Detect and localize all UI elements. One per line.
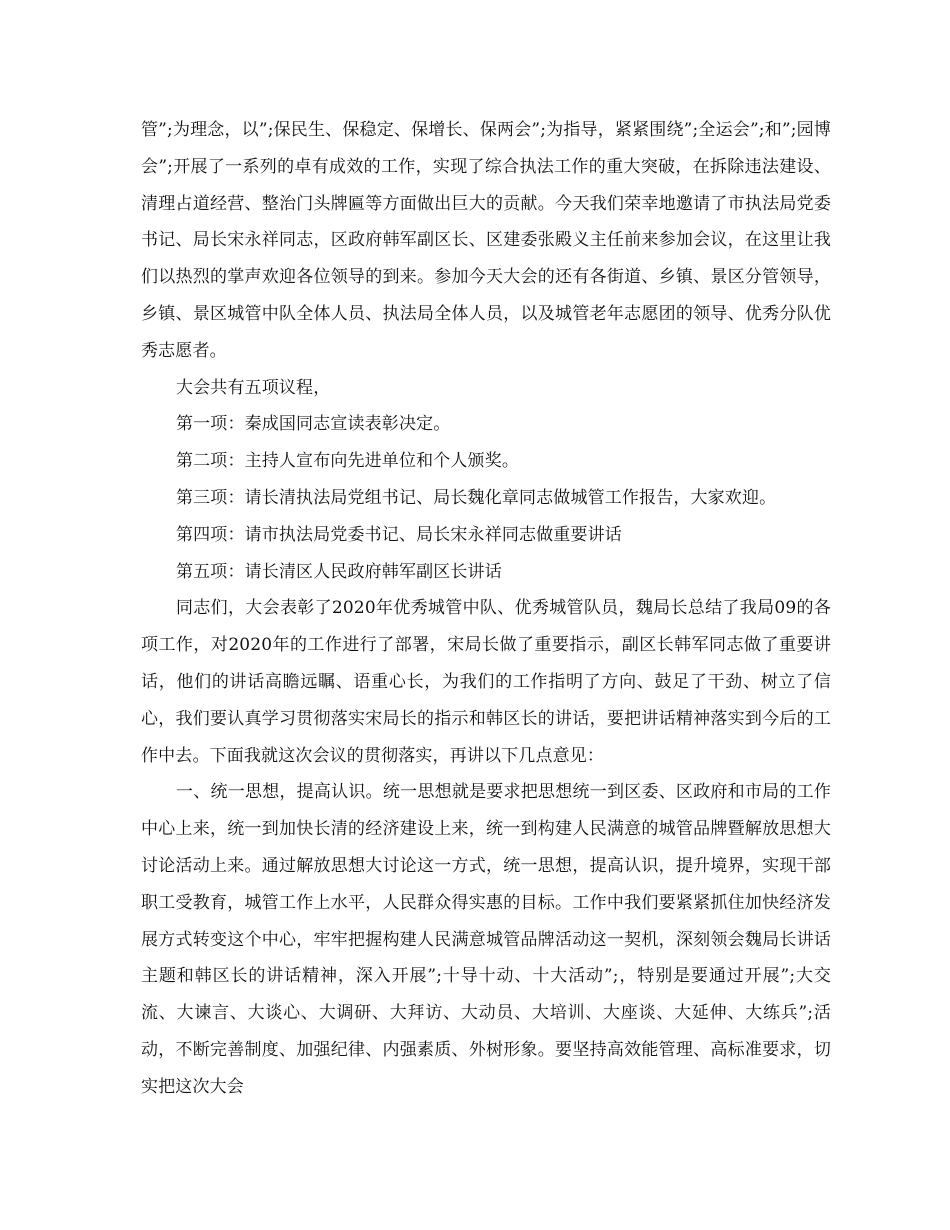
paragraph-point-1: 一、统一思想，提高认识。统一思想就是要求把思想统一到区委、区政府和市局的工作中心上来，统一到加快长清的经济建设上来，统一到构建人民满意的城管品牌暨解放思想大讨论活动上来。通过解放思想大讨论这一方式，统一思想，提高认识，提升境界，实现干部职工受教育，城管工作上水平，人民群众得实惠的目标。工作中我们要紧紧抓住加快经济发展方式转变这个中心，牢牢把握构建人民满意城管品牌活动这一契机，深刻领会魏局长讲话主题和韩区长的讲话精神，深入开展”;十导十动、十大活动”;，特别是要通过开展”;大交流、大谏言、大谈心、大调研、大拜访、大动员、大培训、大座谈、大延伸、大练兵”;活动，不断完善制度、加强纪律、内强素质、外树形象。要坚持高效能管理、高标准要求，切实把这次大会 [141,782,831,1097]
paragraph-agenda-item-5: 第五项：请长清区人民政府韩军副区长讲话 [176,561,502,582]
paragraph-agenda-item-3: 第三项：请长清执法局党组书记、局长魏化章同志做城管工作报告，大家欢迎。 [176,487,777,508]
paragraph-agenda-item-4: 第四项：请市执法局党委书记、局长宋永祥同志做重要讲话 [176,524,622,545]
paragraph-agenda-intro: 大会共有五项议程， [176,377,331,398]
paragraph-summary: 同志们，大会表彰了2020年优秀城管中队、优秀城管队员，魏局长总结了我局09的各项工作，对2020年的工作进行了部署，宋局长做了重要指示，副区长韩军同志做了重要讲话，他们的讲话高瞻远瞩、语重心长，为我们的工作指明了方向、鼓足了干劲、树立了信心，我们要认真学习贯彻落实宋局长的指示和韩区长的讲话，要把讲话精神落实到今后的工作中去。下面我就这次会议的贯彻落实，再讲以下几点意见： [141,598,831,766]
paragraph-agenda-item-1: 第一项：秦成国同志宣读表彰决定。 [176,414,451,435]
paragraph-opening: 管”;为理念，以”;保民生、保稳定、保增长、保两会”;为指导，紧紧围绕”;全运会”;和”;园博会”;开展了一系列的卓有成效的工作，实现了综合执法工作的重大突破，在拆除违法建设、清理占道经营、整治门头牌匾等方面做出巨大的贡献。今天我们荣幸地邀请了市执法局党委书记、局长宋永祥同志，区政府韩军副区长、区建委张殿义主任前来参加会议，在这里让我们以热烈的掌声欢迎各位领导的到来。参加今天大会的还有各街道、乡镇、景区分管领导，乡镇、景区城管中队全体人员、执法局全体人员，以及城管老年志愿团的领导、优秀分队优秀志愿者。 [141,120,831,361]
document-body [141,112,831,1106]
paragraph-agenda-item-2: 第二项：主持人宣布向先进单位和个人颁奖。 [176,451,519,472]
